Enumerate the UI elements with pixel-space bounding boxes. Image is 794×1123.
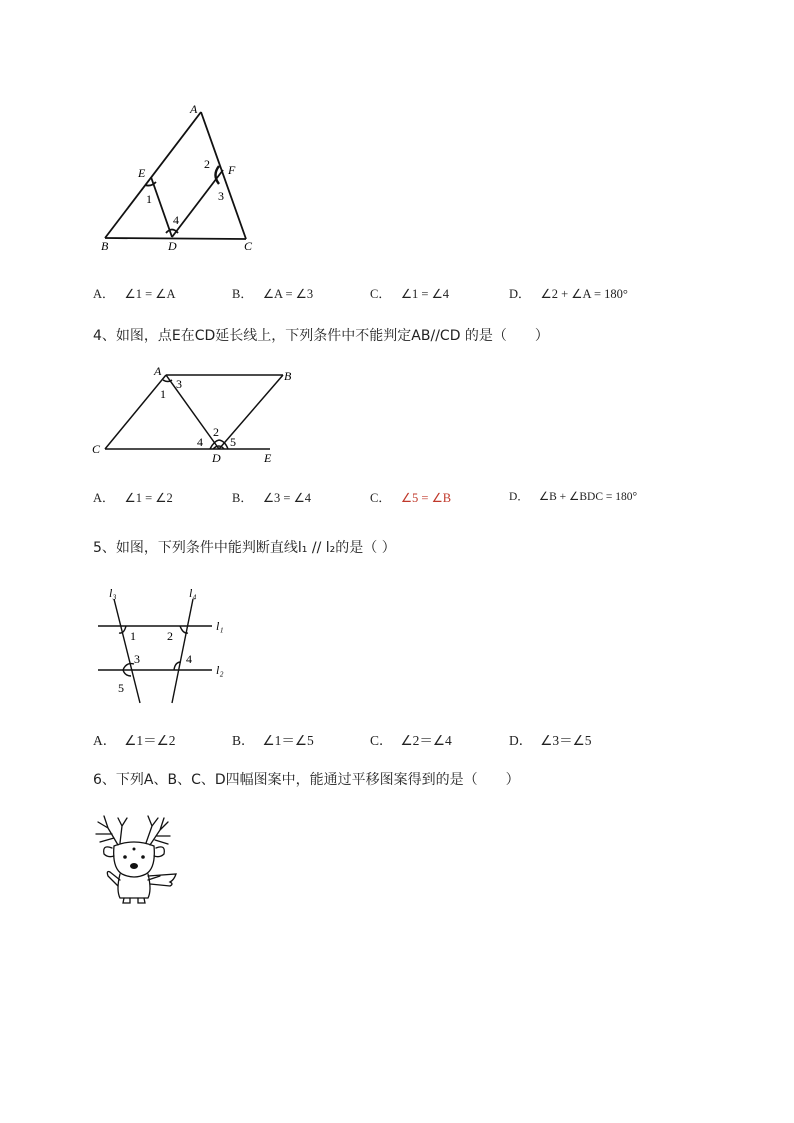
angle-2: 2 <box>167 629 173 643</box>
option-letter: C． <box>370 491 391 505</box>
option-text: ∠2＝∠4 <box>400 733 452 748</box>
label-B: B <box>101 239 109 253</box>
angle-3: 3 <box>176 377 182 391</box>
label-l4: l₄ <box>189 586 197 600</box>
option-text: ∠2 + ∠A = 180° <box>540 287 628 301</box>
angle-1: 1 <box>160 387 166 401</box>
option-text: ∠1 = ∠2 <box>124 491 173 505</box>
option-letter: D． <box>509 733 533 748</box>
label-B: B <box>284 369 292 383</box>
angle-4: 4 <box>173 213 179 227</box>
option-letter: B． <box>232 733 255 748</box>
label-D: D <box>212 451 221 465</box>
angle-3: 3 <box>134 652 140 666</box>
option-text: ∠1＝∠5 <box>262 733 314 748</box>
label-D: D <box>168 239 177 253</box>
label-C: C <box>244 239 253 253</box>
angle-2: 2 <box>204 157 210 171</box>
question-4-text: 4、如图，点E在CD延长线上，下列条件中不能判定AB//CD 的是（ ） <box>93 328 549 344</box>
angle-5: 5 <box>118 681 124 695</box>
option-text: ∠1 = ∠4 <box>400 287 450 301</box>
label-E: E <box>264 451 272 465</box>
label-C: C <box>92 442 101 456</box>
angle-4: 4 <box>186 652 192 666</box>
option-text: ∠1＝∠2 <box>124 733 176 748</box>
question-6-text: 6、下列A、B、C、D四幅图案中，能通过平移图案得到的是（ ） <box>93 772 520 788</box>
option-text: ∠3＝∠5 <box>540 733 592 748</box>
option-letter: A． <box>93 733 117 748</box>
label-l3: l₃ <box>109 586 117 600</box>
option-letter: D． <box>509 491 529 503</box>
angle-3: 3 <box>218 189 224 203</box>
option-text: ∠A = ∠3 <box>262 287 314 301</box>
option-letter: B． <box>232 287 253 301</box>
option-text: ∠1 = ∠A <box>124 287 176 301</box>
angle-5: 5 <box>230 435 236 449</box>
angle-1: 1 <box>130 629 136 643</box>
option-text: ∠3 = ∠4 <box>262 491 312 505</box>
label-E: E <box>138 166 146 180</box>
label-A: A <box>190 102 198 116</box>
option-text: ∠B + ∠BDC = 180° <box>538 491 638 503</box>
option-letter: B． <box>232 491 253 505</box>
question-5-text: 5、如图，下列条件中能判断直线l₁ // l₂的是（ ） <box>93 540 396 556</box>
option-letter: C． <box>370 287 391 301</box>
option-text: ∠5 = ∠B <box>400 491 452 505</box>
option-letter: C． <box>370 733 393 748</box>
angle-1: 1 <box>146 192 152 206</box>
option-letter: A． <box>93 491 115 505</box>
label-F: F <box>228 163 236 177</box>
label-A: A <box>154 364 162 378</box>
label-l2: l₂ <box>216 663 224 677</box>
label-l1: l₁ <box>216 619 224 633</box>
option-letter: D． <box>509 287 531 301</box>
angle-2: 2 <box>213 425 219 439</box>
option-letter: A． <box>93 287 115 301</box>
angle-4: 4 <box>197 435 203 449</box>
